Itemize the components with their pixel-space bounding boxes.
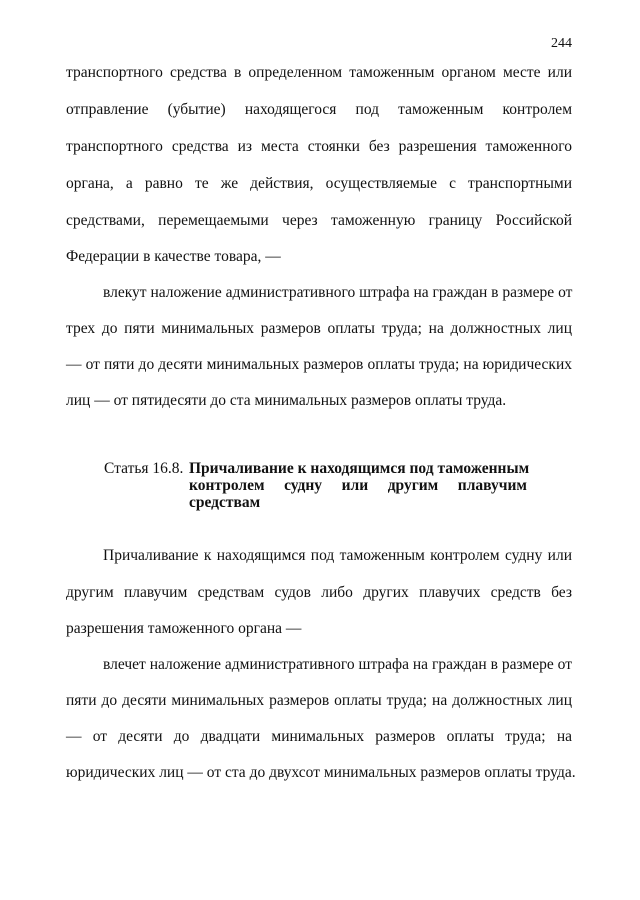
paragraph-2-line-4: лиц — от пятидесяти до ста минимальных размеров оплаты труда. bbox=[66, 392, 507, 409]
paragraph-3-line-2: другим плавучим средствам судов либо других плавучих средств без bbox=[66, 584, 572, 601]
paragraph-1-line-3: транспортного средства из места стоянки без разрешения таможенного bbox=[66, 138, 572, 155]
paragraph-2-line-1: влекут наложение административного штрафа на граждан в размере от bbox=[103, 284, 573, 301]
paragraph-1-line-1: транспортного средства в определенном таможенным органом месте или bbox=[66, 64, 572, 81]
paragraph-4-line-1: влечет наложение административного штрафа на граждан в размере от bbox=[103, 656, 572, 673]
paragraph-4-line-3: — от десяти до двадцати минимальных размеров оплаты труда; на bbox=[66, 728, 572, 745]
paragraph-1-line-5: средствами, перемещаемыми через таможенную границу Российской bbox=[66, 212, 572, 229]
paragraph-2-line-2: трех до пяти минимальных размеров оплаты труда; на должностных лиц bbox=[66, 320, 572, 337]
paragraph-4-line-4: юридических лиц — от ста до двухсот минимальных размеров оплаты труда. bbox=[66, 764, 576, 781]
paragraph-1-line-4: органа, а равно те же действия, осуществляемые с транспортными bbox=[66, 175, 572, 192]
paragraph-1-line-6: Федерации в качестве товара, — bbox=[66, 248, 281, 265]
paragraph-3-line-1: Причаливание к находящимся под таможенным контролем судну или bbox=[103, 547, 572, 564]
article-title-line-3: средствам bbox=[189, 494, 261, 511]
page-number: 244 bbox=[551, 36, 572, 51]
paragraph-1-line-2: отправление (убытие) находящегося под таможенным контролем bbox=[66, 101, 572, 118]
article-label: Статья 16.8. bbox=[104, 460, 184, 477]
paragraph-4-line-2: пяти до десяти минимальных размеров оплаты труда; на должностных лиц bbox=[66, 692, 572, 709]
article-title-line-1: Причаливание к находящимся под таможенным bbox=[189, 460, 530, 477]
paragraph-3-line-3: разрешения таможенного органа — bbox=[66, 620, 302, 637]
article-title-line-2: контролем судну или другим плавучим bbox=[189, 477, 527, 494]
paragraph-2-line-3: — от пяти до десяти минимальных размеров оплаты труда; на юридических bbox=[66, 356, 572, 373]
